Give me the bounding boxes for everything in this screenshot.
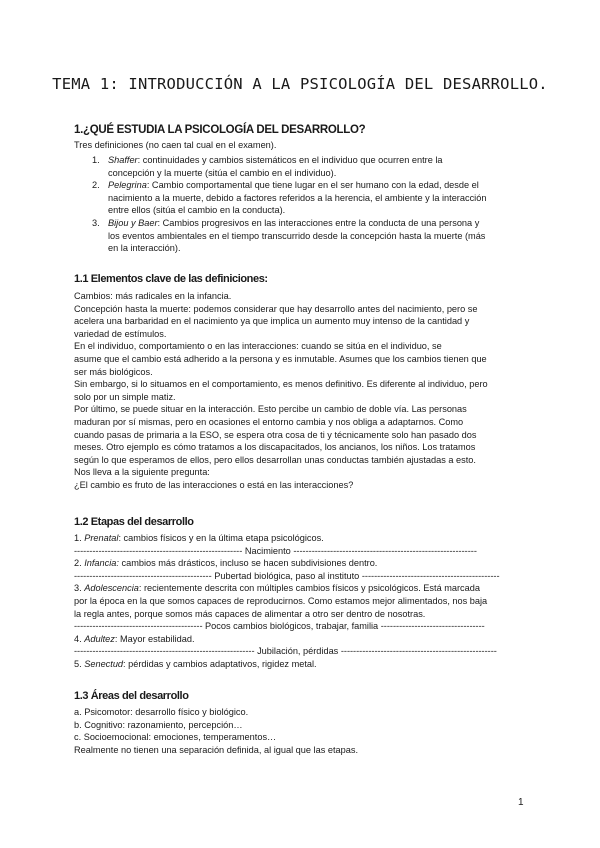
section-1-2-heading: 1.2 Etapas del desarrollo — [74, 516, 194, 528]
stage-adultez — [74, 633, 534, 646]
paragraph-line: Sin embargo, si lo situamos en el comportamiento, es menos definitivo. Es diferente al individuo, pero — [74, 379, 488, 390]
paragraph-line: ¿El cambio es fruto de las interacciones o está en las interacciones? — [74, 479, 354, 490]
stage-separator: ------------------------------------------ Pocos cambios biológicos, trabajar, familia ---------------------------------- — [74, 621, 485, 632]
page-number: 1 — [518, 797, 524, 808]
paragraph-line: según lo que esperamos de ellos, pero ellos desarrollan unas conductas también ajustadas a esto. — [74, 454, 476, 465]
definition-item — [74, 217, 530, 255]
paragraph-line: meses. Otro ejemplo es cómo tratamos a los discapacitados, los ancianos, los niños. Los tratamos — [74, 442, 476, 453]
definition-text: entre ellos (sitúa el cambio en la conducta). — [108, 205, 286, 216]
paragraph-line: Realmente no tienen una separación definida, al igual que las etapas. — [74, 744, 358, 755]
section-1-intro — [74, 139, 534, 152]
definitions-list — [74, 154, 530, 255]
stage-name: Adultez — [84, 633, 115, 644]
stage-text: : cambios físicos y en la última etapa psicológicos. — [118, 533, 324, 543]
stage-text: : Mayor estabilidad. — [114, 633, 195, 644]
definition-text: los eventos ambientales en el tiempo transcurrido desde la concepción hasta la muerte (más — [108, 230, 486, 241]
definition-author: Pelegrina — [108, 180, 147, 191]
stage-text: cambios más drásticos, incluso se hacen subdivisiones dentro. — [118, 558, 378, 569]
paragraph-line: Cambios: más radicales en la infancia. — [74, 291, 232, 301]
stage-infancia — [74, 557, 534, 570]
section-1-3-body — [74, 706, 534, 756]
stage-separator: ------------------------------------------------------- Nacimiento ------------------------------------------------------------ — [74, 545, 477, 556]
document-title: TEMA 1: INTRODUCCIÓN A LA PSICOLOGÍA DEL DESARROLLO. — [52, 75, 548, 93]
definition-number: 3. — [92, 217, 100, 228]
definition-text: : Cambio comportamental que tiene lugar en el ser humano con la edad, desde el — [146, 180, 479, 191]
paragraph-line: acelera una barbaridad en el nacimiento ya que implica un aumento muy intenso de la cantidad y — [74, 316, 470, 327]
area-item: c. Socioemocional: emociones, temperamentos… — [74, 732, 277, 743]
definition-text: concepción y la muerte (sitúa el cambio en el individuo). — [108, 167, 337, 178]
definition-author: Bijou y Baer — [108, 217, 158, 228]
paragraph-line: solo por un simple matiz. — [74, 391, 176, 402]
area-item: a. Psicomotor: desarrollo físico y biológico. — [74, 707, 249, 717]
stage-separator: --------------------------------------------- Pubertad biológica, paso al instituto --------------------------------------------- — [74, 570, 500, 581]
section-1-1-heading: 1.1 Elementos clave de las definiciones: — [74, 273, 268, 285]
intro-line: Tres definiciones (no caen tal cual en el examen). — [74, 140, 277, 150]
section-1-2-body — [74, 532, 534, 671]
stage-name: Infancia: — [84, 558, 119, 569]
stage-senectud — [74, 658, 534, 671]
section-1-heading: 1.¿QUÉ ESTUDIA LA PSICOLOGÍA DEL DESARROLLO? — [74, 124, 366, 136]
stage-adolescencia — [74, 582, 534, 595]
definition-number: 1. — [92, 155, 100, 165]
stage-prenatal — [74, 532, 534, 545]
paragraph-line: variedad de estímulos. — [74, 328, 167, 339]
definition-author: Shaffer — [108, 155, 138, 165]
definition-text: : Cambios progresivos en las interacciones entre la conducta de una persona y — [157, 217, 480, 228]
paragraph-line: ser más biológicos. — [74, 366, 153, 377]
definition-text: en la interacción). — [108, 243, 181, 254]
stage-number: 5. — [74, 658, 85, 669]
paragraph-line: En el individuo, comportamiento o en las interacciones: cuando se sitúa en el individuo, se — [74, 341, 442, 352]
paragraph-line: maduran por sí mismas, pero en ocasiones el entorno cambia y nos obliga a adaptarnos. Como — [74, 416, 464, 427]
definition-text: nacimiento a la muerte, debido a factores referidos a la herencia, el ambiente y la interacción — [108, 192, 487, 203]
paragraph-line: Concepción hasta la muerte: podemos considerar que hay desarrollo antes del nacimiento, pero se — [74, 303, 478, 314]
stage-number: 1. — [74, 533, 85, 543]
definition-item — [74, 179, 530, 217]
stage-name: Prenatal — [84, 533, 119, 543]
definition-item — [74, 154, 530, 179]
paragraph-line: Por último, se puede situar en la interacción. Esto percibe un cambio de doble vía. Las personas — [74, 404, 467, 415]
definition-number: 2. — [92, 180, 100, 191]
stage-text: la regla antes, porque somos más capaces de alimentar a otro ser dentro de nosotras. — [74, 608, 426, 619]
stage-number: 3. — [74, 583, 85, 594]
section-1-3-heading: 1.3 Áreas del desarrollo — [74, 690, 189, 702]
stage-separator: ----------------------------------------------------------- Jubilación, pérdidas --------------------------------------------------- — [74, 646, 497, 657]
paragraph-line: cuando pasas de primaria a la ESO, se espera otra cosa de ti y técnicamente solo han pasado dos — [74, 429, 477, 440]
area-item: b. Cognitivo: razonamiento, percepción… — [74, 719, 243, 730]
stage-number: 2. — [74, 558, 85, 569]
stage-text: : pérdidas y cambios adaptativos, rigidez metal. — [123, 658, 317, 669]
stage-number: 4. — [74, 633, 85, 644]
stage-text: : recientemente descrita con múltiples cambios físicos y psicológicos. Está marcada — [138, 583, 480, 594]
stage-name: Adolescencia — [84, 583, 139, 594]
stage-name: Senectud — [84, 658, 124, 669]
section-1-1-body — [74, 290, 534, 492]
paragraph-line: Nos lleva a la siguiente pregunta: — [74, 467, 210, 478]
stage-text: por la época en la que somos capaces de reproducirnos. Como estamos mejor alimentados, nos baja — [74, 595, 488, 606]
definition-text: : continuidades y cambios sistemáticos en el individuo que ocurren entre la — [137, 155, 443, 165]
paragraph-line: asume que el cambio está adherido a la persona y es inmutable. Asumes que los cambios tienen que — [74, 353, 487, 364]
